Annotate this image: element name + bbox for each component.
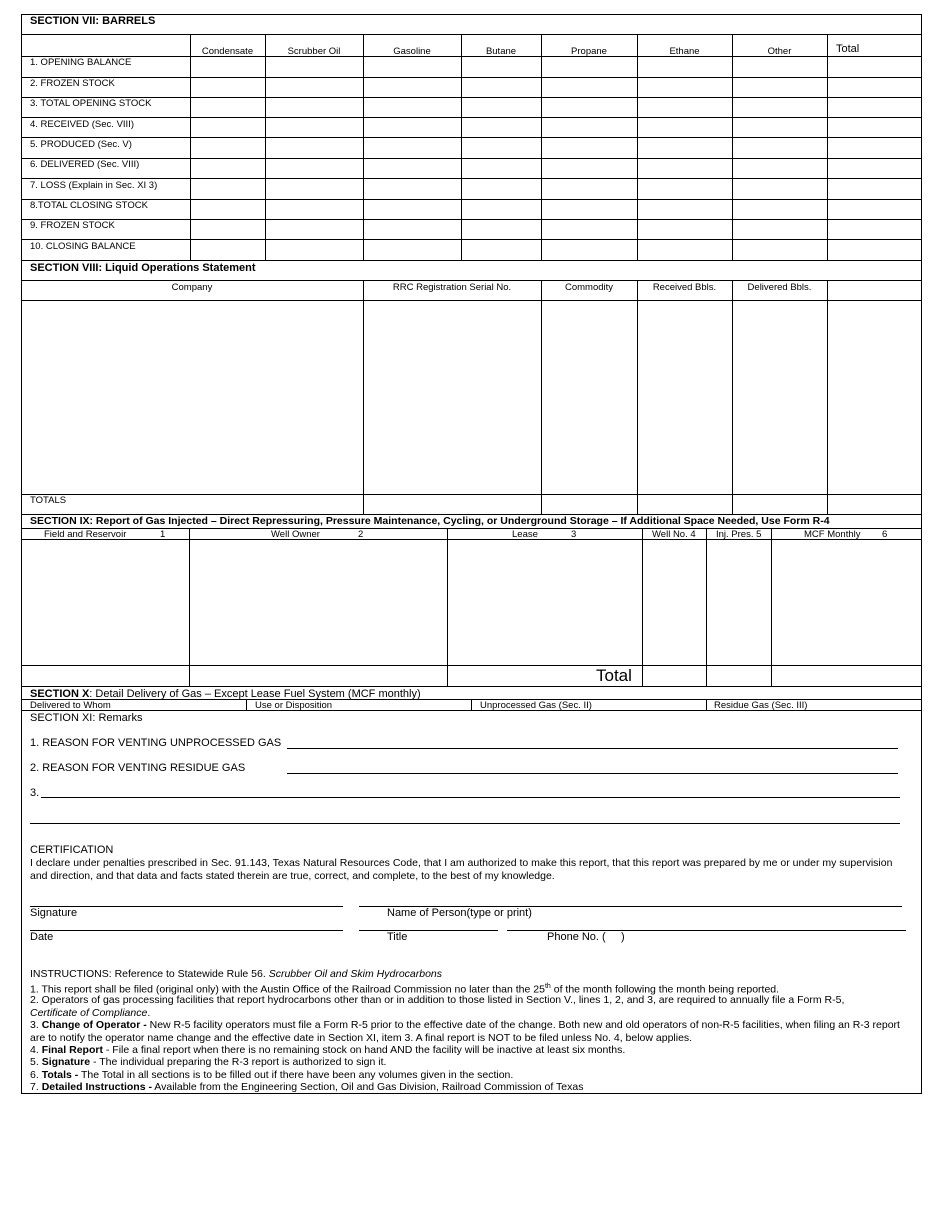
col-butane: Butane bbox=[485, 46, 517, 57]
instruction-4-text: - File a final report when there is no remaining stock on hand AND the facility will be inactive at least six months. bbox=[102, 1044, 626, 1056]
instruction-1-sup: th bbox=[544, 983, 551, 990]
instruction-5-bold: Signature bbox=[41, 1056, 91, 1068]
row-line bbox=[21, 137, 922, 138]
instructions-heading-text: INSTRUCTIONS: Reference to Statewide Rule 56. bbox=[30, 968, 266, 980]
instruction-4-bold: Final Report bbox=[41, 1044, 103, 1056]
col-line bbox=[706, 699, 707, 710]
col-scrubber-oil: Scrubber Oil bbox=[287, 46, 341, 57]
col-residue-gas: Residue Gas (Sec. III) bbox=[714, 700, 808, 711]
col-gasoline: Gasoline bbox=[393, 46, 431, 57]
instruction-6-bold: Totals - bbox=[41, 1069, 79, 1081]
col-line bbox=[363, 280, 364, 514]
col-num: 1 bbox=[160, 529, 166, 540]
instructions-heading-italic: Scrubber Oil and Skim Hydrocarbons bbox=[268, 968, 443, 980]
col-line bbox=[642, 528, 643, 686]
row-label: 7. LOSS (Explain in Sec. XI 3) bbox=[30, 180, 158, 191]
date-field[interactable] bbox=[30, 930, 343, 931]
col-line bbox=[541, 280, 542, 514]
section9-title: SECTION IX: Report of Gas Injected – Direct Repressuring, Pressure Maintenance, Cycling, or Underground Storage – If Additional Space Needed, Use Form R-4 bbox=[30, 515, 830, 527]
col-line bbox=[246, 699, 247, 710]
col-line bbox=[637, 34, 638, 260]
col-line bbox=[827, 280, 828, 514]
instruction-3-text: New R-5 facility operators must file a Form R-5 prior to the effective date of the change. Both new and old operators of non-R-5 facilities, when filing an R-3 report are to notify the operator name change and the effective date in Section XI, item 3. A final report is NOT to be filed unless No. 4, below applies. bbox=[30, 1019, 900, 1044]
col-line bbox=[461, 34, 462, 260]
instruction-5 bbox=[30, 1056, 915, 1069]
row-line bbox=[21, 239, 922, 240]
instruction-4 bbox=[30, 1044, 915, 1057]
row-label: 10. CLOSING BALANCE bbox=[30, 241, 136, 252]
col-line bbox=[706, 528, 707, 686]
instruction-7-num: 7. bbox=[30, 1081, 42, 1093]
instruction-5-text: - The individual preparing the R-3 report is authorized to sign it. bbox=[90, 1056, 387, 1068]
col-line bbox=[363, 34, 364, 260]
col-line bbox=[189, 528, 190, 686]
name-label: Name of Person(type or print) bbox=[387, 907, 532, 919]
instructions-heading bbox=[30, 968, 915, 981]
instruction-6 bbox=[30, 1069, 915, 1082]
section9-total-label: Total bbox=[596, 666, 632, 685]
row-line bbox=[21, 97, 922, 98]
section10-title-bold: SECTION X bbox=[30, 688, 90, 700]
divider bbox=[21, 528, 922, 529]
remark-line3-field[interactable] bbox=[41, 797, 900, 798]
signature-label: Signature bbox=[30, 907, 78, 919]
col-line bbox=[827, 34, 828, 260]
col-unprocessed-gas: Unprocessed Gas (Sec. II) bbox=[480, 700, 592, 711]
instruction-6-text: The Total in all sections is to be filled out if there have been any volumes given in the section. bbox=[78, 1069, 514, 1081]
col-received-bbls: Received Bbls. bbox=[652, 282, 717, 293]
instruction-2-italic: Certificate of Compliance bbox=[30, 1006, 148, 1019]
divider bbox=[21, 686, 922, 687]
certification-title: CERTIFICATION bbox=[30, 844, 114, 856]
divider bbox=[21, 539, 922, 540]
divider bbox=[21, 665, 922, 666]
col-commodity: Commodity bbox=[564, 282, 614, 293]
instruction-5-num: 5. bbox=[30, 1056, 42, 1068]
section7-title: SECTION VII: BARRELS bbox=[30, 15, 156, 27]
section11-title: SECTION XI: Remarks bbox=[30, 712, 143, 724]
row-label: 5. PRODUCED (Sec. V) bbox=[30, 139, 132, 150]
row-line bbox=[21, 219, 922, 220]
instruction-1-a: 1. This report shall be filed (original only) with the Austin Office of the Railroad Commission no later than the 25 bbox=[30, 983, 545, 996]
title-label: Title bbox=[387, 931, 408, 943]
col-line bbox=[190, 34, 191, 260]
col-line bbox=[447, 528, 448, 686]
row-label: 4. RECEIVED (Sec. VIII) bbox=[30, 119, 134, 130]
row-label: 6. DELIVERED (Sec. VIII) bbox=[30, 159, 140, 170]
col-num: 6 bbox=[882, 529, 888, 540]
divider bbox=[21, 494, 922, 495]
remark-line2-label: 2. REASON FOR VENTING RESIDUE GAS bbox=[30, 762, 246, 774]
row-line bbox=[21, 260, 922, 261]
instruction-4-num: 4. bbox=[30, 1044, 42, 1056]
col-line bbox=[637, 280, 638, 514]
row-line bbox=[21, 199, 922, 200]
row-line bbox=[21, 117, 922, 118]
totals-label: TOTALS bbox=[30, 495, 67, 506]
form-frame bbox=[21, 14, 922, 1094]
col-propane: Propane bbox=[571, 46, 607, 57]
section10-title-rest: : Detail Delivery of Gas – Except Lease Fuel System (MCF monthly) bbox=[89, 688, 421, 700]
col-other: Other bbox=[767, 46, 792, 57]
remark-line3-label: 3. bbox=[30, 787, 40, 799]
instruction-2: 2. Operators of gas processing facilities that report hydrocarbons other than or in addition to those listed in Section V., lines 1, 2, and 3, are required to annually file a Form R-5, Certificate of Compliance. bbox=[30, 994, 845, 1019]
col-rrc-serial: RRC Registration Serial No. bbox=[392, 282, 512, 293]
row-label: 9. FROZEN STOCK bbox=[30, 220, 115, 231]
col-line bbox=[265, 34, 266, 260]
col-line bbox=[541, 34, 542, 260]
col-line bbox=[732, 34, 733, 260]
col-num: 2 bbox=[358, 529, 364, 540]
col-lease: Lease bbox=[512, 529, 538, 540]
col-num: 3 bbox=[571, 529, 577, 540]
section8-title: SECTION VIII: Liquid Operations Statement bbox=[30, 262, 256, 274]
row-label: 8.TOTAL CLOSING STOCK bbox=[30, 200, 148, 211]
col-field-reservoir: Field and Reservoir bbox=[44, 529, 127, 540]
col-well-no: Well No. 4 bbox=[652, 529, 696, 540]
instruction-3 bbox=[30, 1019, 915, 1044]
divider bbox=[21, 710, 922, 711]
col-line bbox=[771, 528, 772, 686]
row-line bbox=[21, 178, 922, 179]
col-delivered-bbls: Delivered Bbls. bbox=[747, 282, 812, 293]
remark-line2-field[interactable] bbox=[287, 773, 898, 774]
col-line bbox=[732, 280, 733, 514]
title-field[interactable] bbox=[359, 930, 498, 931]
col-company: Company bbox=[171, 282, 213, 293]
phone-label: Phone No. ( ) bbox=[547, 931, 625, 943]
col-inj-pres: Inj. Pres. 5 bbox=[716, 529, 762, 540]
row-label: 2. FROZEN STOCK bbox=[30, 78, 115, 89]
date-label: Date bbox=[30, 931, 54, 943]
divider bbox=[21, 34, 922, 35]
col-line bbox=[471, 699, 472, 710]
certification-text: I declare under penalties prescribed in Sec. 91.143, Texas Natural Resources Code, that I am authorized to make this report, that this report was prepared by me or under my supervision and direction, and that data and facts stated therein are true, correct, and complete, to the best of my knowledge. bbox=[30, 857, 893, 882]
remark-line1-field[interactable] bbox=[287, 748, 898, 749]
instruction-6-num: 6. bbox=[30, 1069, 42, 1081]
col-use-disposition: Use or Disposition bbox=[255, 700, 333, 711]
row-line bbox=[21, 77, 922, 78]
instruction-2-text: 2. Operators of gas processing facilities that report hydrocarbons other than or in addition to those listed in Section V., lines 1, 2, and 3, are required to annually file a Form R-5, bbox=[30, 994, 845, 1006]
divider bbox=[21, 300, 922, 301]
col-mcf-monthly: MCF Monthly bbox=[804, 529, 861, 540]
instruction-7-bold: Detailed Instructions - bbox=[41, 1081, 152, 1093]
remark-line1-label: 1. REASON FOR VENTING UNPROCESSED GAS bbox=[30, 737, 282, 749]
instruction-7-text: Available from the Engineering Section, Oil and Gas Division, Railroad Commission of Texas bbox=[151, 1081, 584, 1093]
divider bbox=[21, 280, 922, 281]
row-line bbox=[21, 158, 922, 159]
col-ethane: Ethane bbox=[669, 46, 700, 57]
instruction-1-b: of the month following the month being reported. bbox=[550, 983, 780, 996]
col-delivered-to-whom: Delivered to Whom bbox=[30, 700, 111, 711]
row-label: 1. OPENING BALANCE bbox=[30, 57, 132, 68]
remark-line4-field[interactable] bbox=[30, 823, 900, 824]
col-total: Total bbox=[836, 43, 860, 55]
col-condensate: Condensate bbox=[201, 46, 254, 57]
row-label: 3. TOTAL OPENING STOCK bbox=[30, 98, 152, 109]
instruction-3-bold: Change of Operator - bbox=[41, 1019, 147, 1031]
instruction-7 bbox=[30, 1081, 915, 1094]
col-well-owner: Well Owner bbox=[271, 529, 320, 540]
instruction-3-num: 3. bbox=[30, 1019, 42, 1031]
